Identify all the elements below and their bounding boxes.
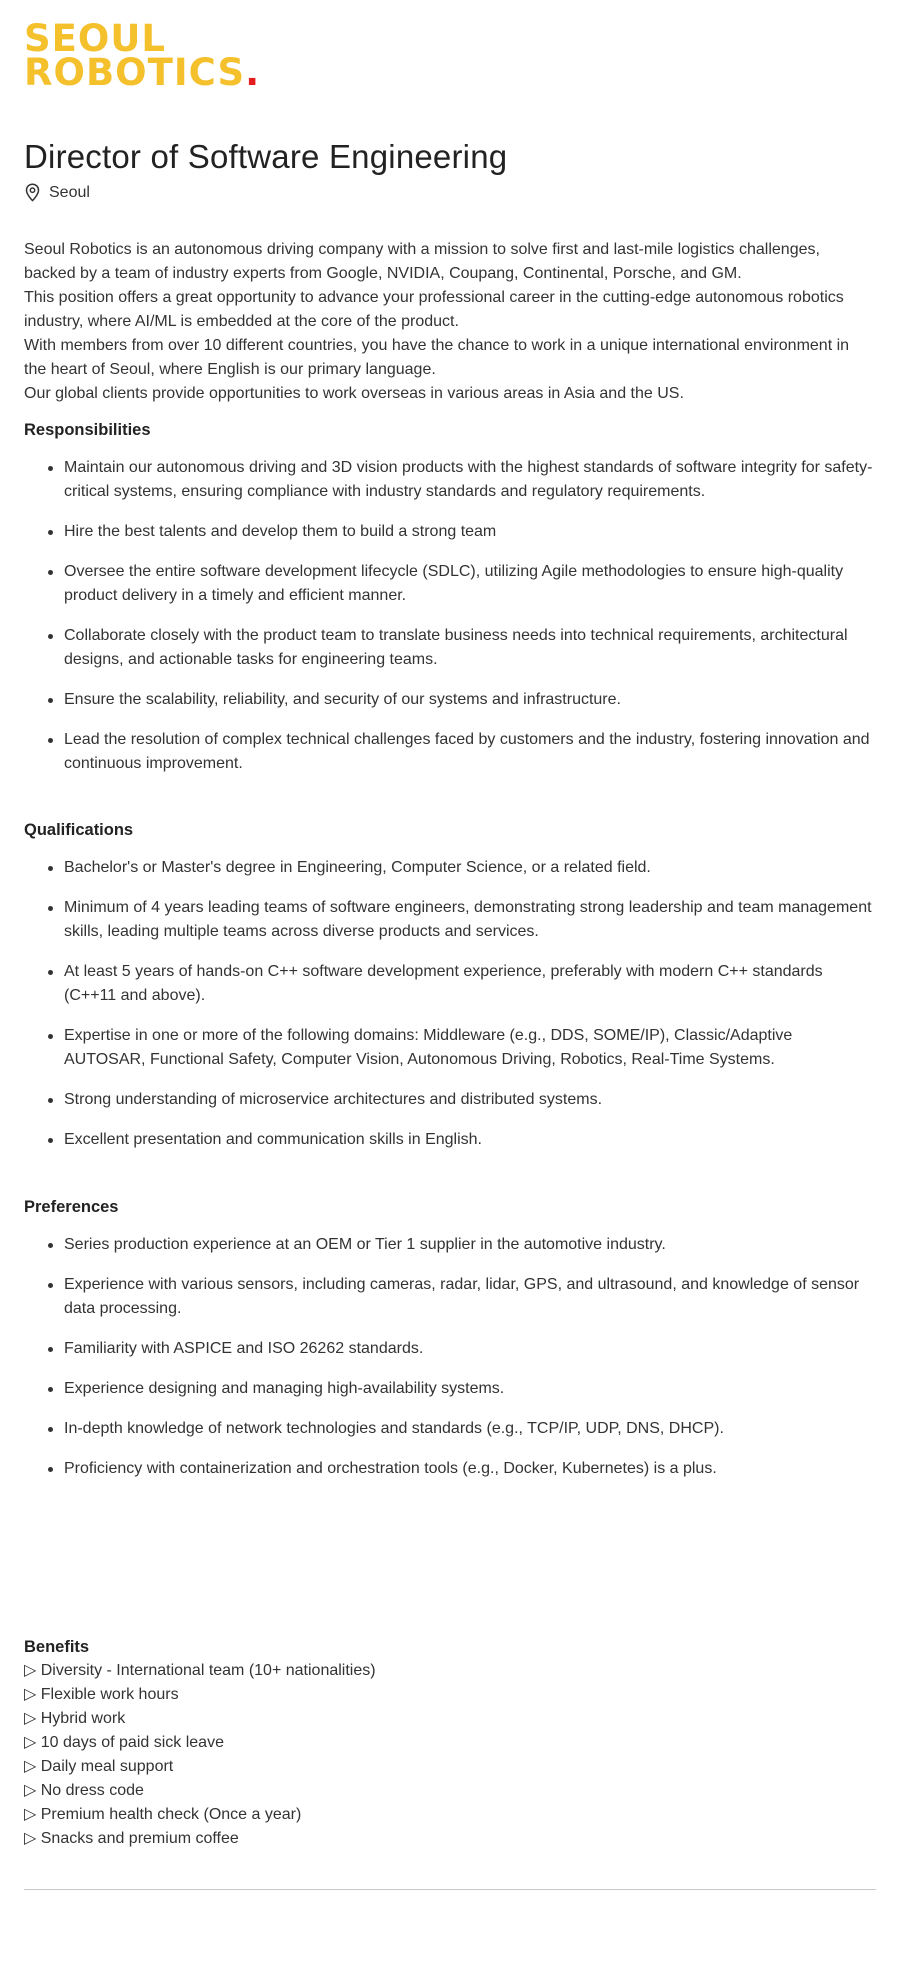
responsibilities-section	[24, 421, 874, 792]
list-item: Familiarity with ASPICE and ISO 26262 standards.	[64, 1337, 874, 1361]
benefits-section	[24, 1638, 874, 1851]
list-item: Proficiency with containerization and orchestration tools (e.g., Docker, Kubernetes) is a plus.	[64, 1457, 874, 1481]
benefits-heading: Benefits	[24, 1638, 90, 1656]
list-item: Lead the resolution of complex technical challenges faced by customers and the industry, fostering innovation and continuous improvement.	[64, 728, 874, 776]
list-item: Series production experience at an OEM or Tier 1 supplier in the automotive industry.	[64, 1233, 874, 1257]
benefit-item: ▷ Hybrid work	[24, 1710, 126, 1727]
list-item: Experience with various sensors, including cameras, radar, lidar, GPS, and ultrasound, and knowledge of sensor data processing.	[64, 1273, 874, 1321]
intro-paragraph: With members from over 10 different countries, you have the chance to work in a unique international environment in the heart of Seoul, where English is our primary language.	[24, 337, 850, 378]
list-item: Strong understanding of microservice architectures and distributed systems.	[64, 1088, 874, 1112]
location-label: Seoul	[49, 183, 90, 201]
list-item: Hire the best talents and develop them to build a strong team	[64, 520, 874, 544]
benefit-item: ▷ Premium health check (Once a year)	[24, 1806, 302, 1823]
intro-paragraph: Our global clients provide opportunities to work overseas in various areas in Asia and the US.	[24, 385, 684, 402]
benefit-item: ▷ Diversity - International team (10+ nationalities)	[24, 1662, 376, 1679]
list-item: Expertise in one or more of the following domains: Middleware (e.g., DDS, SOME/IP), Classic/Adaptive AUTOSAR, Functional Safety, Computer Vision, Autonomous Driving, Robotics, Real-Time Systems.	[64, 1024, 874, 1072]
list-item: Bachelor's or Master's degree in Engineering, Computer Science, or a related field.	[64, 856, 874, 880]
benefit-item: ▷ Daily meal support	[24, 1758, 174, 1775]
benefit-item: ▷ Snacks and premium coffee	[24, 1830, 239, 1847]
benefit-item: ▷ Flexible work hours	[24, 1686, 179, 1703]
list-item: At least 5 years of hands-on C++ software development experience, preferably with modern C++ standards (C++11 and above).	[64, 960, 874, 1008]
company-logo[interactable]	[24, 17, 261, 94]
logo-line-1: SEOUL	[24, 17, 166, 60]
preferences-heading: Preferences	[24, 1198, 119, 1216]
job-title: Director of Software Engineering	[24, 138, 508, 175]
map-pin-icon	[24, 183, 41, 202]
qualifications-heading: Qualifications	[24, 821, 134, 839]
benefit-item: ▷ 10 days of paid sick leave	[24, 1734, 224, 1751]
qualifications-list	[24, 856, 874, 1152]
benefit-item: ▷ No dress code	[24, 1782, 144, 1799]
footer-divider	[24, 1889, 876, 1890]
list-item: Excellent presentation and communication skills in English.	[64, 1128, 874, 1152]
logo-line-2: ROBOTICS	[24, 51, 246, 94]
list-item: Ensure the scalability, reliability, and security of our systems and infrastructure.	[64, 688, 874, 712]
list-item: Maintain our autonomous driving and 3D vision products with the highest standards of software integrity for safety-critical systems, ensuring compliance with industry standards and regulatory requirements.	[64, 456, 874, 504]
intro-paragraph: Seoul Robotics is an autonomous driving company with a mission to solve first and last-mile logistics challenges, backed by a team of industry experts from Google, NVIDIA, Coupang, Continental, Porsche, and GM.	[24, 241, 820, 282]
list-item: In-depth knowledge of network technologies and standards (e.g., TCP/IP, UDP, DNS, DHCP).	[64, 1417, 874, 1441]
list-item: Minimum of 4 years leading teams of software engineers, demonstrating strong leadership and team management skills, leading multiple teams across diverse products and services.	[64, 896, 874, 944]
responsibilities-list	[24, 456, 874, 776]
preferences-list	[24, 1233, 874, 1481]
responsibilities-heading: Responsibilities	[24, 421, 151, 439]
qualifications-section	[24, 821, 874, 1168]
list-item: Oversee the entire software development lifecycle (SDLC), utilizing Agile methodologies to ensure high-quality product delivery in a timely and efficient manner.	[64, 560, 874, 608]
list-item: Experience designing and managing high-availability systems.	[64, 1377, 874, 1401]
logo-dot: .	[245, 51, 261, 94]
intro-text	[24, 238, 874, 406]
job-location	[24, 183, 90, 202]
intro-paragraph: This position offers a great opportunity to advance your professional career in the cutting-edge autonomous robotics industry, where AI/ML is embedded at the core of the product.	[24, 289, 844, 330]
preferences-section	[24, 1198, 874, 1497]
list-item: Collaborate closely with the product team to translate business needs into technical requirements, architectural designs, and actionable tasks for engineering teams.	[64, 624, 874, 672]
